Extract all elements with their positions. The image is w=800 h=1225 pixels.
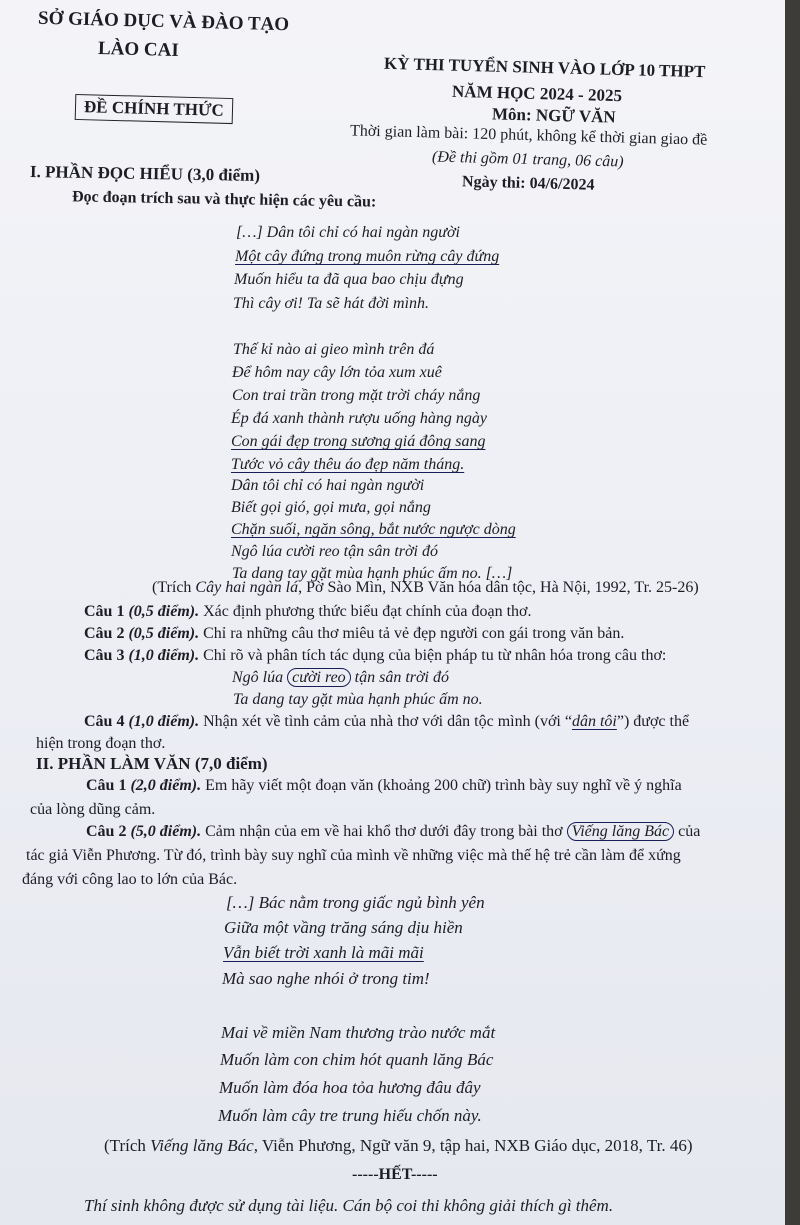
part2-question-2-line-2: tác giả Viễn Phương. Từ đó, trình bày suy nghĩ của mình về những việc mà thế hệ trẻ cần làm để xứng — [26, 847, 681, 864]
part1-question-2: Câu 2 (0,5 điểm). Chỉ ra những câu thơ miêu tả vẻ đẹp người con gái trong văn bản. — [84, 625, 625, 642]
part2-heading: II. PHẦN LÀM VĂN (7,0 điểm) — [36, 754, 268, 773]
poem1-line-10: Tước vỏ cây thêu áo đẹp năm tháng. — [231, 456, 465, 473]
poem2-line-3: Vẫn biết trời xanh là mãi mãi — [223, 943, 424, 962]
question-3-quote-line-2: Ta dang tay gặt mùa hạnh phúc ấm no. — [233, 691, 483, 708]
poem1-line-8: Ép đá xanh thành rượu uống hàng ngày — [231, 410, 487, 427]
part1-instruction: Đọc đoạn trích sau và thực hiện các yêu cầu: — [71, 188, 377, 211]
part1-question-3: Câu 3 (1,0 điểm). Chỉ rõ và phân tích tác dụng của biện pháp tu từ nhân hóa trong câu thơ: — [84, 647, 667, 664]
exam-duration: Thời gian làm bài: 120 phút, không kể thời gian giao đề — [349, 122, 708, 149]
poem1-line-4: Thì cây ơi! Ta sẽ hát đời mình. — [233, 295, 430, 312]
poem1-line-2: Một cây đứng trong muôn rừng cây đứng — [235, 248, 500, 265]
poem2-line-8: Muốn làm cây tre trung hiếu chốn này. — [218, 1106, 482, 1125]
footer-note: Thí sinh không được sử dụng tài liệu. Cán bộ coi thi không giải thích gì thêm. — [84, 1196, 614, 1215]
poem2-line-1: […] Bác nằm trong giấc ngủ bình yên — [226, 893, 485, 912]
part1-heading: I. PHẦN ĐỌC HIỂU (3,0 điểm) — [29, 161, 261, 186]
subject: Môn: NGỮ VĂN — [491, 104, 616, 127]
poem2-line-5: Mai về miền Nam thương trào nước mắt — [221, 1023, 496, 1042]
poem1-line-7: Con trai trần trong mặt trời cháy nắng — [232, 387, 481, 404]
poem1-line-5: Thế kỉ nào ai gieo mình trên đá — [233, 341, 435, 358]
part1-question-4: Câu 4 (1,0 điểm). Nhận xét về tình cảm của nhà thơ với dân tộc mình (với “dân tôi”) được thể — [84, 713, 690, 730]
official-exam-label: ĐỀ CHÍNH THỨC — [75, 94, 233, 124]
exam-date: Ngày thi: 04/6/2024 — [461, 173, 595, 194]
poem1-source: (Trích Cây hai ngàn lá, Pờ Sào Mìn, NXB Văn hóa dân tộc, Hà Nội, 1992, Tr. 25-26) — [152, 579, 699, 596]
poem1-line-12: Biết gọi gió, gọi mưa, gọi nắng — [231, 499, 431, 516]
part2-question-1: Câu 1 (2,0 điểm). Em hãy viết một đoạn văn (khoảng 200 chữ) trình bày suy nghĩ về ý nghĩa — [86, 777, 682, 794]
poem1-line-3: Muốn hiểu ta đã qua bao chịu đựng — [234, 271, 464, 288]
question-3-quote-line-1: Ngô lúa cười reo tận sân trời đó — [232, 669, 449, 686]
school-year: NĂM HỌC 2024 - 2025 — [451, 81, 623, 106]
poem2-source: (Trích Viếng lăng Bác, Viễn Phương, Ngữ văn 9, tập hai, NXB Giáo dục, 2018, Tr. 46) — [104, 1136, 693, 1155]
exam-title: KỲ THI TUYỂN SINH VÀO LỚP 10 THPT — [383, 53, 706, 82]
poem1-line-1: […] Dân tôi chỉ có hai ngàn người — [236, 224, 460, 241]
poem1-line-13: Chặn suối, ngăn sông, bắt nước ngược dòng — [231, 521, 516, 538]
poem1-line-14: Ngô lúa cười reo tận sân trời đó — [231, 543, 438, 560]
part2-question-2-line-3: đáng với công lao to lớn của Bác. — [22, 871, 238, 888]
part1-question-4-continued: hiện trong đoạn thơ. — [36, 735, 166, 752]
department-line-1: SỞ GIÁO DỤC VÀ ĐÀO TẠO — [37, 7, 290, 36]
page-note: (Đề thi gồm 01 trang, 06 câu) — [431, 148, 624, 171]
part1-question-1: Câu 1 (0,5 điểm). Xác định phương thức biểu đạt chính của đoạn thơ. — [84, 603, 532, 620]
poem1-line-6: Để hôm nay cây lớn tỏa xum xuê — [232, 364, 442, 381]
end-mark: -----HẾT----- — [352, 1166, 438, 1183]
part2-question-2: Câu 2 (5,0 điểm). Cảm nhận của em về hai khổ thơ dưới đây trong bài thơ Viếng lăng Bác của — [86, 823, 701, 840]
department-line-2: LÀO CAI — [97, 37, 180, 62]
poem1-line-9: Con gái đẹp trong sương giá đông sang — [231, 433, 486, 450]
part2-question-1-continued: của lòng dũng cảm. — [30, 801, 156, 818]
poem2-line-6: Muốn làm con chim hót quanh lăng Bác — [220, 1050, 494, 1069]
poem1-line-11: Dân tôi chỉ có hai ngàn người — [231, 477, 425, 494]
poem1-line-15: Ta dang tay gặt mùa hạnh phúc ấm no. […] — [232, 565, 513, 582]
poem2-line-2: Giữa một vầng trăng sáng dịu hiền — [224, 918, 463, 937]
poem2-line-4: Mà sao nghe nhói ở trong tim! — [222, 969, 430, 988]
poem2-line-7: Muốn làm đóa hoa tỏa hương đâu đây — [219, 1078, 481, 1097]
